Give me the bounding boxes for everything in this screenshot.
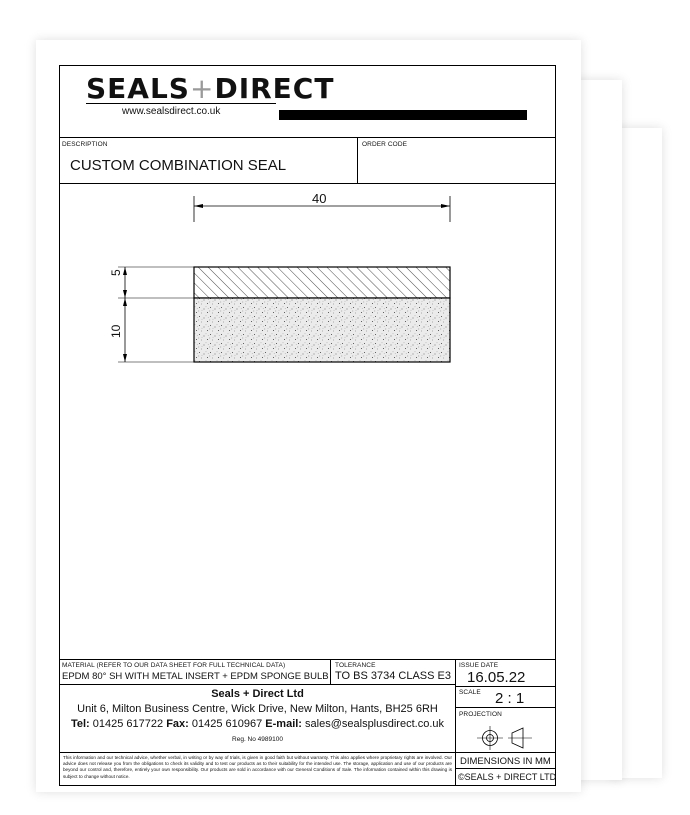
description-value: CUSTOM COMBINATION SEAL bbox=[70, 157, 287, 174]
email-address: sales@sealsplusdirect.co.uk bbox=[301, 718, 444, 730]
copyright: ©SEALS + DIRECT LTD bbox=[458, 772, 557, 782]
company-reg: Reg. No 4989100 bbox=[232, 736, 283, 743]
material-tolerance-divider bbox=[330, 659, 331, 684]
scale-value: 2 : 1 bbox=[495, 690, 525, 707]
logo-text-direct: DIRECT bbox=[214, 72, 335, 105]
logo-text-seals: SEALS bbox=[86, 72, 190, 105]
scale-label: SCALE bbox=[459, 689, 481, 696]
logo-url: www.sealsdirect.co.uk bbox=[122, 106, 221, 117]
email-label: E-mail: bbox=[265, 718, 302, 730]
dimensions-divider bbox=[455, 768, 555, 769]
order-code-label: ORDER CODE bbox=[362, 141, 408, 148]
material-divider bbox=[60, 684, 455, 685]
sponge-section bbox=[194, 298, 450, 362]
arrowhead-left bbox=[194, 204, 203, 208]
company-address: Unit 6, Milton Business Centre, Wick Drive, New Milton, Hants, BH25 6RH bbox=[77, 703, 438, 715]
issue-date-label: ISSUE DATE bbox=[459, 662, 499, 669]
title-block-top-divider bbox=[60, 659, 555, 660]
tel-label: Tel: bbox=[70, 718, 90, 730]
tolerance-label: TOLERANCE bbox=[335, 662, 376, 669]
arrowhead-mid-up bbox=[123, 290, 127, 298]
projection-divider bbox=[455, 752, 555, 753]
projection-label: PROJECTION bbox=[459, 711, 502, 718]
dimensions-note: DIMENSIONS IN MM bbox=[460, 756, 551, 767]
right-panel-divider bbox=[455, 659, 456, 785]
projection-symbol-icon bbox=[477, 726, 532, 750]
arrowhead-right bbox=[441, 204, 450, 208]
width-dimension-text: 40 bbox=[312, 191, 327, 206]
disclaimer-text: This information and our technical advice, whether verbal, in writing or by way of trials, is given in good faith but without warranty. This also applies where proprietary rights are involved. Our advice does not release you from the obligations to check its validity and to test our products as to their suitability for the intended use. The storage, application and use of our products are beyond our control and, therefore, entirely your own responsibility. Our products are sold in accordance with our General Conditions of Sale. The information contained within this drawing is subject to change without notice. bbox=[63, 755, 452, 779]
material-value: EPDM 80° SH WITH METAL INSERT + EPDM SPONGE BULB bbox=[62, 671, 329, 682]
bottom-layer-dimension-text: 10 bbox=[109, 324, 123, 338]
disclaimer-divider bbox=[60, 752, 455, 753]
logo-plus: + bbox=[189, 72, 215, 105]
tolerance-value: TO BS 3734 CLASS E3 bbox=[335, 670, 451, 682]
company-name: Seals + Direct Ltd bbox=[211, 688, 304, 700]
company-contact bbox=[60, 718, 455, 730]
arrowhead-top bbox=[123, 267, 127, 275]
date-divider bbox=[455, 686, 555, 687]
description-label: DESCRIPTION bbox=[62, 141, 108, 148]
metal-insert-section bbox=[194, 267, 450, 298]
tel-number: 01425 617722 bbox=[89, 718, 167, 730]
issue-date-value: 16.05.22 bbox=[467, 669, 526, 686]
scale-divider bbox=[455, 707, 555, 708]
arrowhead-mid-down bbox=[123, 298, 127, 306]
arrowhead-bottom bbox=[123, 354, 127, 362]
top-layer-dimension-text: 5 bbox=[109, 269, 123, 276]
fax-number: 01425 610967 bbox=[188, 718, 266, 730]
fax-label: Fax: bbox=[166, 718, 189, 730]
material-label: MATERIAL (REFER TO OUR DATA SHEET FOR FULL TECHNICAL DATA) bbox=[62, 662, 286, 669]
